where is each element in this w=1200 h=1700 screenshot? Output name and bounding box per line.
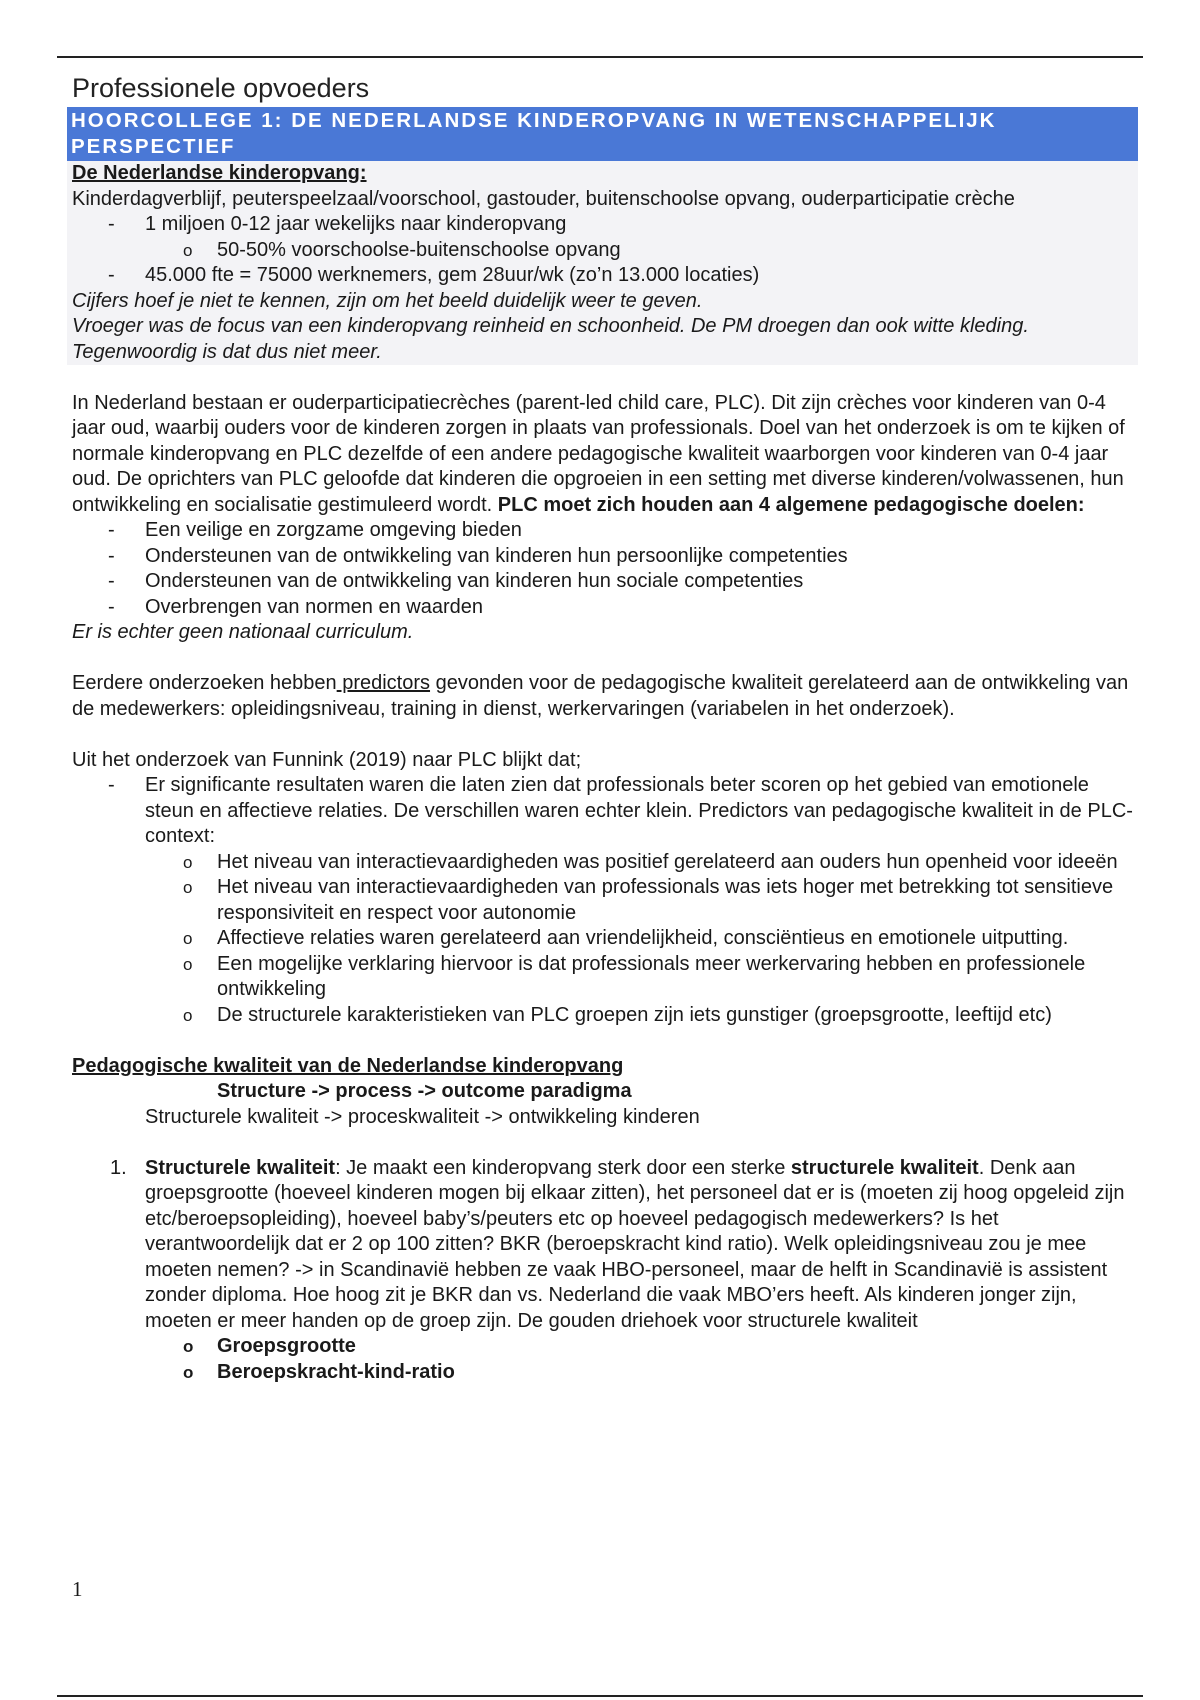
predictors-text-before: Eerdere onderzoeken hebben [72, 672, 337, 694]
goal-item: - Ondersteunen van de ontwikkeling van kinderen hun sociale competenties [72, 569, 1138, 595]
funnink-list [72, 773, 1138, 1028]
triangle-item: o Groepsgrootte [72, 1334, 1138, 1360]
list-item: - 45.000 fte = 75000 werknemers, gem 28uur/wk (zo’n 13.000 locaties) [72, 263, 1138, 289]
note-figures: Cijfers hoef je niet te kennen, zijn om het beeld duidelijk weer te geven. [72, 289, 703, 312]
section-heading-kinderopvang: De Nederlandse kinderopvang: [72, 162, 367, 184]
intro-block [67, 161, 1138, 365]
plc-goals-intro: PLC moet zich houden aan 4 algemene pedagogische doelen: [497, 493, 1085, 516]
funnink-intro: Uit het onderzoek van Funnink (2019) naar PLC blijkt dat; [72, 748, 582, 771]
lecture-banner: HOORCOLLEGE 1: DE NEDERLANDSE KINDEROPVANG IN WETENSCHAPPELIJK PERSPECTIEF [67, 107, 1138, 161]
spacer [72, 1028, 1138, 1054]
sub-list-item: o Affectieve relaties waren gerelateerd aan vriendelijkheid, consciëntieus en emotionele uitputting. [145, 926, 1138, 952]
term-structural-inline: structurele kwaliteit [790, 1156, 979, 1179]
item-text: . Denk aan groepsgrootte (hoeveel kinderen mogen bij elkaar zitten), het personeel dat er is (moeten zij hoog opgeleid zijn etc/beroepsopleiding), hoeveel baby’s/peuters etc op hoeveel pedagogisch medewerkers? Is het verantwoordelijk dat er 2 op 100 zitten? BKR (beroepskracht kind ratio). Welk opleidingsniveau zou je mee moeten nemen? -> in Scandinavië hebben ze vaak HBO-personeel, maar de helft in Scandinavië is assistent zonder diploma. Hoe hoog zit je BKR dan vs. Nederland die vaak MBO’ers heeft. Als kinderen jonger zijn, moeten er meer handen op de groep zijn. De gouden driehoek voor structurele kwaliteit [145, 1156, 1125, 1332]
document-page [72, 70, 1138, 1385]
list-item-text: 1 miljoen 0-12 jaar wekelijks naar kinderopvang [145, 213, 567, 235]
top-rule [57, 56, 1143, 58]
bottom-rule [57, 1695, 1143, 1697]
predictors-text-after: gevonden voor de pedagogische kwaliteit gerelateerd aan de ontwikkeling van de medewerkers: opleidingsniveau, training in dienst, werkervaringen (variabelen in het onderzoek). [72, 672, 1129, 720]
spacer [72, 365, 1138, 391]
list-item [72, 773, 1138, 1028]
spacer [72, 722, 1138, 748]
list-number: 1. [110, 1156, 127, 1179]
goals-list [72, 518, 1138, 620]
triangle-item: o Beroepskracht-kind-ratio [72, 1360, 1138, 1386]
paradigm-heading: Structure -> process -> outcome paradigma [217, 1080, 632, 1102]
curriculum-note: Er is echter geen nationaal curriculum. [72, 621, 414, 643]
list-item [72, 212, 1138, 263]
sub-list-item: o Het niveau van interactievaardigheden van professionals was iets hoger met betrekking tot sensitieve responsiviteit en respect voor autonomie [145, 875, 1138, 926]
plc-text: In Nederland bestaan er ouderparticipatiecrèches (parent-led child care, PLC). Dit zijn crèches voor kinderen van 0-4 jaar oud, waarbij ouders voor de kinderen zorgen in plaats van professionals. Doel van het onderzoek is om te kijken of normale kinderopvang en PLC dezelfde of een andere pedagogische kwaliteit waarborgen voor kinderen van 0-4 jaar oud. De oprichters van PLC geloofde dat kinderen die opgroeien in een setting met diverse kinderen/volwassenen, hun ontwikkeling en socialisatie gestimuleerd wordt. [72, 391, 1125, 516]
term-structural: Structurele kwaliteit [145, 1156, 336, 1179]
sub-list-item: o Het niveau van interactievaardigheden was positief gerelateerd aan ouders hun openheid voor ideeën [145, 850, 1138, 876]
golden-triangle-list [72, 1334, 1138, 1385]
sub-list [145, 238, 1138, 264]
quality-list [72, 1156, 1138, 1386]
list-item-text: Er significante resultaten waren die laten zien dat professionals beter scoren op het gebied van emotionele steun en affectieve relaties. De verschillen waren echter klein. Predictors van pedagogische kwaliteit in de PLC-context: [145, 774, 1133, 847]
goal-item: - Een veilige en zorgzame omgeving bieden [72, 518, 1138, 544]
plc-paragraph [72, 391, 1138, 519]
stats-list [72, 212, 1138, 289]
sub-list-item: o De structurele karakteristieken van PLC groepen zijn iets gunstiger (groepsgrootte, leeftijd etc) [145, 1003, 1138, 1029]
note-history: Vroeger was de focus van een kinderopvang reinheid en schoonheid. De PM droegen dan ook witte kleding. Tegenwoordig is dat dus niet meer. [72, 315, 1029, 363]
predictors-term: predictors [336, 672, 431, 694]
types-list-text: Kinderdagverblijf, peuterspeelzaal/voorschool, gastouder, buitenschoolse opvang, ouderparticipatie crèche [72, 187, 1015, 210]
page-number: 1 [72, 1577, 83, 1601]
goal-item: - Overbrengen van normen en waarden [72, 595, 1138, 621]
sub-list [145, 850, 1138, 1029]
goal-item: - Ondersteunen van de ontwikkeling van kinderen hun persoonlijke competenties [72, 544, 1138, 570]
item-text: : Je maakt een kinderopvang sterk door een sterke [335, 1156, 791, 1179]
sub-list-item: o Een mogelijke verklaring hiervoor is dat professionals meer werkervaring hebben en professionele ontwikkeling [145, 952, 1138, 1003]
spacer [72, 646, 1138, 672]
predictors-paragraph [72, 671, 1138, 722]
spacer [72, 1130, 1138, 1156]
sub-list-item: o 50-50% voorschoolse-buitenschoolse opvang [145, 238, 1138, 264]
section-heading-quality: Pedagogische kwaliteit van de Nederlandse kinderopvang [72, 1054, 624, 1077]
quality-item-structural [72, 1156, 1138, 1386]
paradigm-subline: Structurele kwaliteit -> proceskwaliteit -> ontwikkeling kinderen [145, 1105, 700, 1128]
document-title: Professionele opvoeders [72, 73, 370, 103]
